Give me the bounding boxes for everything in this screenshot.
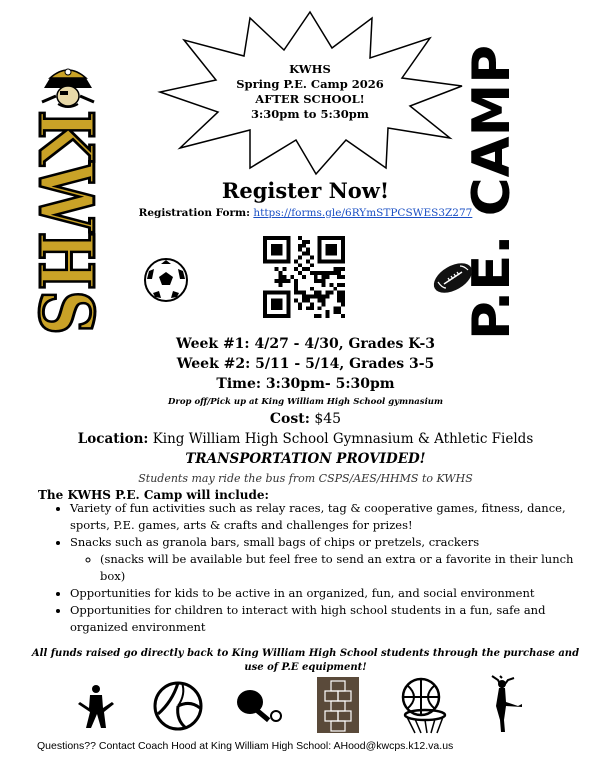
cost-value: $45: [314, 411, 342, 427]
registration-form-label: Registration Form:: [138, 207, 251, 219]
qr-code-icon[interactable]: [263, 236, 345, 318]
basketball-icon: [393, 677, 453, 735]
pe-camp-text: P.E. CAMP: [462, 50, 522, 340]
funds-note-text: All funds raised go directly back to King William High School students through the purchase and use of P.E equipment!: [31, 648, 580, 673]
funds-note: [0, 647, 611, 675]
includes-title: The KWHS P.E. Camp will include:: [38, 488, 269, 502]
cost-label: Cost:: [269, 411, 310, 427]
footer-contact: Questions?? Contact Coach Hood at King William High School: AHood@kwcps.k12.va.us: [37, 740, 454, 752]
week-1-text: Week #1: 4/27 - 4/30, Grades K-3: [175, 336, 436, 352]
ballet-dancer-icon: [478, 676, 526, 734]
snacks-subitem: ◦ (snacks will be available but feel free to send an extra or a favorite in their lunch box): [100, 551, 590, 585]
registration-form-link[interactable]: https://forms.gle/6RYmSTPCSWES3Z277: [253, 207, 473, 219]
soccer-ball-icon: [143, 257, 189, 303]
location-line: [0, 431, 611, 447]
features-list: [50, 500, 590, 636]
starburst-line-2: Spring P.E. Camp 2026: [236, 77, 384, 91]
kwhs-vertical-text: KWHS: [22, 110, 108, 379]
karate-icon: [72, 682, 120, 730]
kwhs-vertical-logo: [10, 110, 110, 379]
feature-item-interact: • Opportunities for children to interact with high school students in a fun, safe and organized environment: [70, 602, 590, 636]
bus-note: Students may ride the bus from CSPS/AES/HHMS to KWHS: [138, 472, 473, 485]
transportation-text: TRANSPORTATION PROVIDED!: [185, 451, 426, 467]
feature-item-snacks-text: Snacks such as granola bars, small bags of chips or pretzels, crackers: [70, 535, 480, 549]
feature-item-activities: • Variety of fun activities such as relay races, tag & cooperative games, fitness, dance, sports, P.E. games, arts & crafts and challenges for prizes!: [70, 500, 590, 534]
time-text: Time: 3:30pm- 5:30pm: [216, 376, 395, 392]
starburst-line-3: AFTER SCHOOL!: [255, 92, 365, 106]
starburst-text: [140, 62, 480, 122]
registration-form-line: [0, 207, 611, 219]
starburst-line-1: KWHS: [289, 62, 331, 76]
feature-item-snacks: [70, 534, 590, 585]
week-2-text: Week #2: 5/11 - 5/14, Grades 3-5: [176, 356, 435, 372]
cost-line: [0, 411, 611, 427]
hopscotch-icon: [317, 677, 359, 733]
volleyball-icon: [152, 680, 204, 732]
starburst-line-4: 3:30pm to 5:30pm: [251, 107, 369, 121]
location-value: King William High School Gymnasium & Athletic Fields: [152, 431, 534, 447]
location-label: Location:: [77, 431, 149, 447]
football-icon: [430, 258, 476, 298]
ping-pong-icon: [234, 686, 286, 726]
register-heading: Register Now!: [221, 178, 390, 203]
snacks-sublist: [70, 551, 590, 585]
dropoff-text: Drop off/Pick up at King William High School gymnasium: [168, 397, 443, 407]
feature-item-active: • Opportunities for kids to be active in an organized, fun, and social environment: [70, 585, 590, 602]
pirate-logo-icon: [38, 58, 98, 110]
